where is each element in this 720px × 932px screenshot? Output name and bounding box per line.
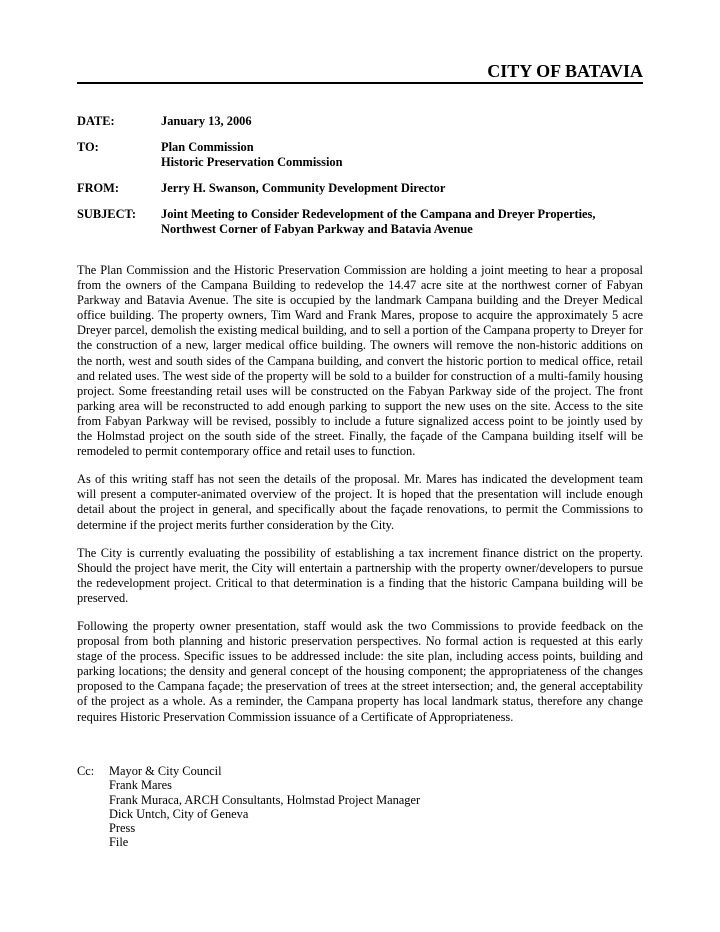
cc-recipient: Mayor & City Council [109,764,222,778]
cc-recipient: Frank Muraca, ARCH Consultants, Holmstad Project Manager [109,792,421,807]
date-row [77,114,643,129]
subject-line: Joint Meeting to Consider Redevelopment of the Campana and Dreyer Properties, [161,207,596,221]
subject-label: SUBJECT: [77,207,136,221]
from-label: FROM: [77,181,119,195]
memo-body [77,263,643,738]
header-rule [77,82,643,84]
cc-recipient: Press [109,821,136,836]
city-title: CITY OF BATAVIA [487,61,643,81]
body-paragraph: The Plan Commission and the Historic Preservation Commission are holding a joint meeting to hear a proposal from the owners of the Campana Building to redevelop the 14.47 acre site at the northwest corner of Fabyan Parkway and Batavia Avenue. The site is occupied by the landmark Campana building and the Dreyer Medical office building. The property owners, Tim Ward and Frank Mares, propose to acquire the approximately 5 acre Dreyer parcel, demolish the existing medical building, and to sell a portion of the Campana property to Dreyer for the construction of a new, larger medical office building. The owners will remove the non-historic additions on the north, west and south sides of the Campana building, and convert the historic portion to medical office, retail and related uses. The west side of the property will be sold to a builder for construction of a multi-family housing project. Some freestanding retail uses will be constructed on the Fabyan Parkway side of the project. The front parking area will be reconstructed to add enough parking to support the new uses on the site. Access to the site from Fabyan Parkway will be revised, possibly to include a future signalized access point to be jointly used by the Holmstad project on the south side of the street. Finally, the façade of the Campana building itself will be remodeled to permit contemporary office and retail uses to function. [77,263,643,459]
subject-row [77,207,643,237]
subject-value [161,207,643,237]
body-paragraph: The City is currently evaluating the possibility of establishing a tax increment finance district on the property. Should the project have merit, the City will entertain a partnership with the property owner/developers to pursue the redevelopment project. Critical to that determination is a finding that the historic Campana building will be preserved. [77,545,643,605]
subject-line: Northwest Corner of Fabyan Parkway and Batavia Avenue [161,222,473,236]
cc-recipient: Dick Untch, City of Geneva [109,806,249,821]
cc-section [77,764,643,850]
date-label: DATE: [77,114,115,128]
date-value: January 13, 2006 [161,114,252,128]
body-paragraph: Following the property owner presentation, staff would ask the two Commissions to provide feedback on the proposal from both planning and historic preservation perspectives. No formal action is requested at this early stage of the process. Specific issues to be addressed include: the site plan, including access points, building and parking locations; the density and general concept of the housing component; the appropriateness of the changes proposed to the Campana façade; the preservation of trees at the street intersection; and, the general acceptability of the project as a whole. As a reminder, the Campana property has local landmark status, therefore any change requires Historic Preservation Commission issuance of a Certificate of Appropriateness. [77,618,643,724]
cc-recipient: File [109,835,129,850]
from-value: Jerry H. Swanson, Community Development Director [161,181,446,195]
to-line: Historic Preservation Commission [161,155,343,169]
cc-recipient-list [109,764,643,850]
cc-label: Cc: [77,764,95,778]
memo-header [77,114,643,248]
body-paragraph: As of this writing staff has not seen the details of the proposal. Mr. Mares has indicated the development team will present a computer-animated overview of the project. It is hoped that the presentation will include enough detail about the project in general, and specifically about the façade renovations, to permit the Commissions to determine if the project merits further consideration by the City. [77,472,643,532]
to-row [77,140,643,170]
to-line: Plan Commission [161,140,254,154]
cc-recipient: Frank Mares [109,778,172,793]
to-label: TO: [77,140,99,154]
to-value [161,140,643,170]
from-row [77,181,643,196]
